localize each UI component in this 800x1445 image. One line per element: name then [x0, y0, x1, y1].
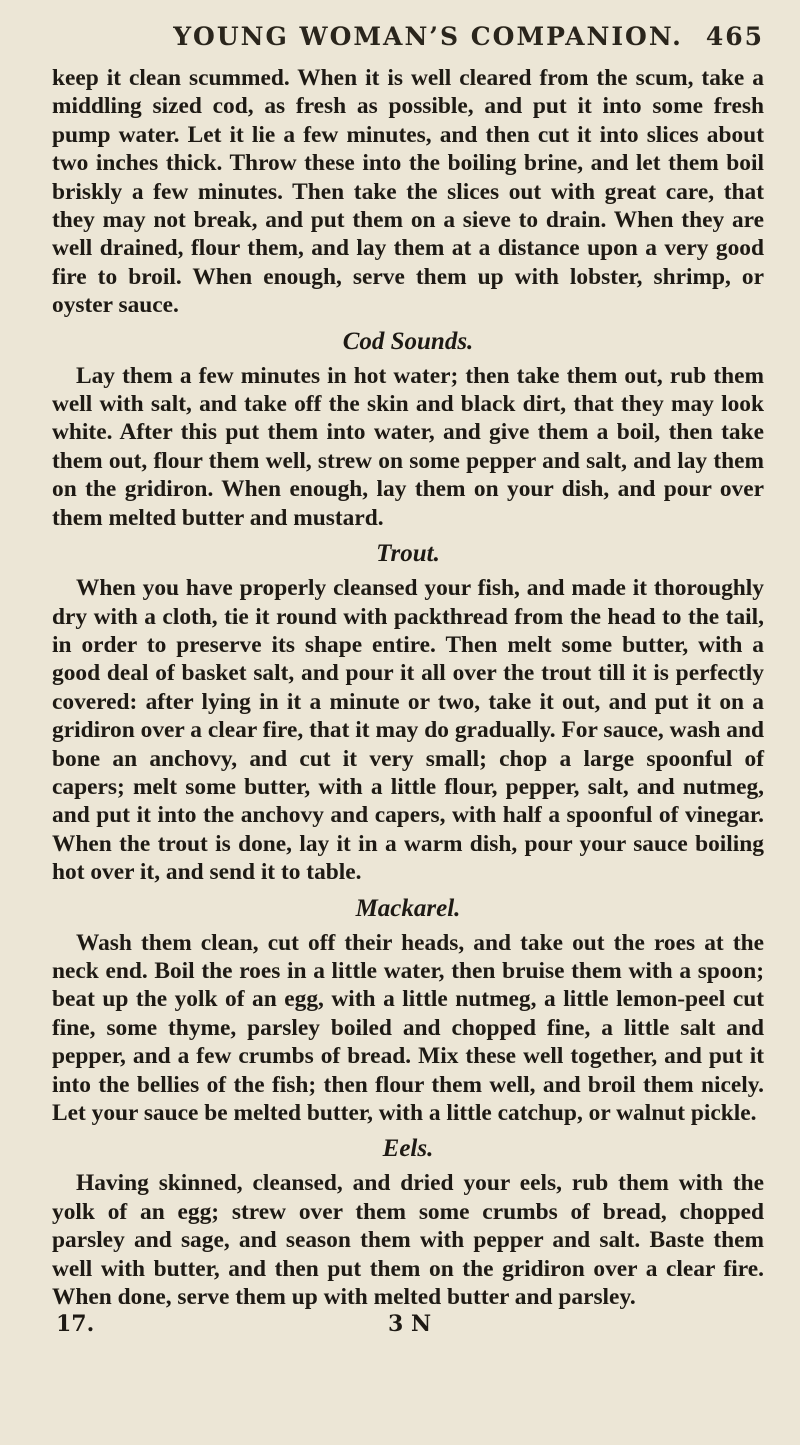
signature-mark: 3 N	[388, 1311, 432, 1338]
page-body	[52, 64, 764, 1311]
section-heading-cod-sounds: Cod Sounds.	[342, 327, 474, 355]
signature-number: 17.	[56, 1311, 95, 1338]
running-title: YOUNG WOMAN’S COMPANION.	[173, 22, 683, 51]
section-text-trout: When you have properly cleansed your fish, and made it thoroughly dry with a cloth, tie it round with packthread from the head to the tail, in order to preserve its shape entire. Then melt some butter, with a good deal of basket salt, and pour it all over the trout till it is perfectly covered: after lying in it a minute or two, take it out, and put it on a gridiron over a clear fire, that it may do gradually. For sauce, wash and bone an anchovy, and cut it very small; chop a large spoonful of capers; melt some butter, with a little flour, pepper, salt, and nutmeg, and put it into the anchovy and capers, with half a spoonful of vinegar. When the trout is done, lay it in a warm dish, pour your sauce boiling hot over it, and send it to table.	[52, 575, 764, 886]
section-text-cod-sounds: Lay them a few minutes in hot water; then take them out, rub them well with salt, and take off the skin and black dirt, that they may look white. After this put them into water, and give them a boil, then take them out, flour them well, strew on some pepper and salt, and lay them on the gridiron. When enough, lay them on your dish, and pour over them melted butter and mustard.	[52, 362, 764, 531]
continued-paragraph: keep it clean scummed. When it is well cleared from the scum, take a middling sized cod, as fresh as possible, and put it into some fresh pump water. Let it lie a few minutes, and then cut it into slices about two inches thick. Throw these into the boiling brine, and let them boil briskly a few minutes. Then take the slices out with great care, that they may not break, and put them on a sieve to drain. When they are well drained, flour them, and lay them at a distance upon a very good fire to broil. When enough, serve them up with lobster, shrimp, or oyster sauce.	[52, 65, 764, 319]
section-heading-trout: Trout.	[376, 540, 440, 568]
signature-line	[52, 1311, 764, 1345]
page-number: 465	[705, 22, 764, 51]
section-text-eels: Having skinned, cleansed, and dried your eels, rub them with the yolk of an egg; strew over them some crumbs of bread, chopped parsley and sage, and season them with pepper and salt. Baste them well with butter, and then put them on the gridiron over a clear fire. When done, serve them up with melted butter and parsley.	[52, 1170, 764, 1311]
section-heading-mackarel: Mackarel.	[355, 894, 461, 922]
section-heading-eels: Eels.	[382, 1135, 434, 1163]
running-head	[52, 22, 764, 64]
section-text-mackarel: Wash them clean, cut off their heads, and take out the roes at the neck end. Boil the roes in a little water, then bruise them with a spoon; beat up the yolk of an egg, with a little nutmeg, a little lemon-peel cut fine, some thyme, parsley boiled and chopped fine, a little salt and pepper, and a few crumbs of bread. Mix these well together, and put it into the bellies of the fish; then flour them well, and broil them nicely. Let your sauce be melted butter, with a little catchup, or walnut pickle.	[52, 929, 764, 1126]
